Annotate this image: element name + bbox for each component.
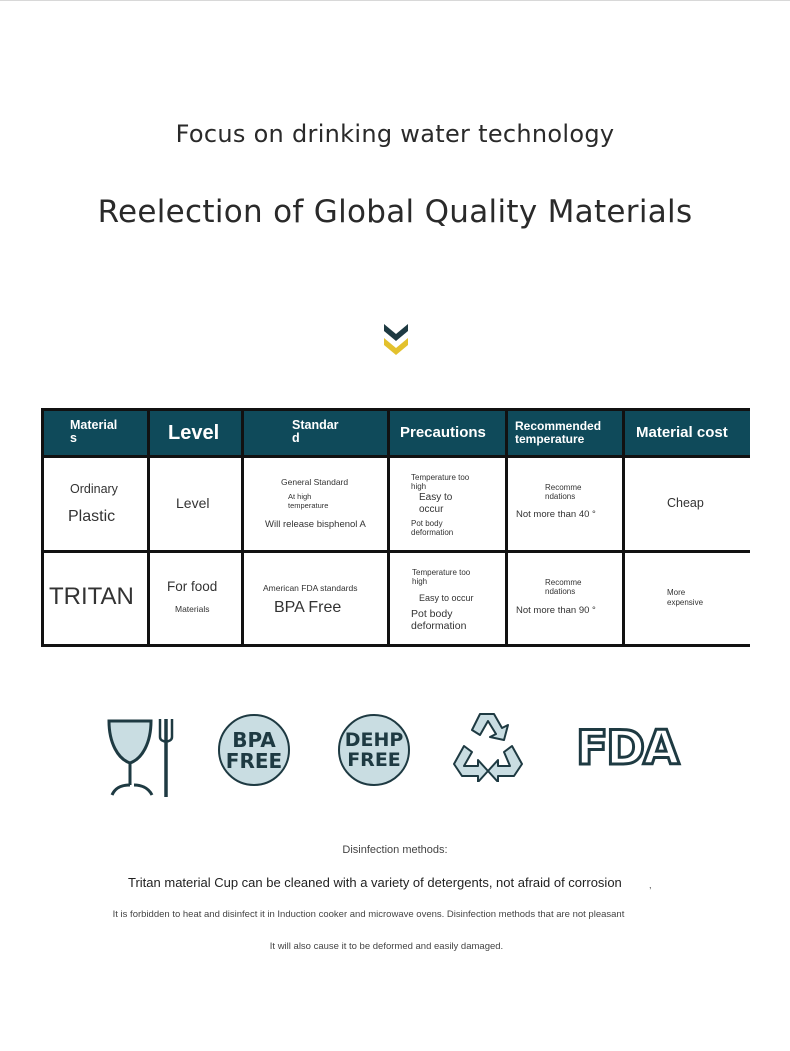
page-title: Reelection of Global Quality Materials bbox=[97, 194, 693, 230]
row-plastic-standard bbox=[244, 458, 387, 550]
materials-comparison-table bbox=[41, 408, 750, 647]
bpa-free-badge bbox=[218, 714, 290, 786]
standard-line-1: General Standard bbox=[281, 477, 349, 487]
double-chevron-down-icon bbox=[382, 322, 410, 358]
row-plastic-precautions bbox=[390, 458, 505, 550]
row-plastic-recommended bbox=[508, 458, 622, 550]
material-name: TRITAN bbox=[49, 583, 134, 610]
row-plastic-cost bbox=[625, 458, 750, 550]
cost-value: More expensive bbox=[667, 588, 704, 607]
precaution-line-2: Easy to occur bbox=[419, 492, 453, 515]
precaution-line-1: Temperature too high bbox=[412, 568, 471, 586]
cost-value: Cheap bbox=[667, 496, 704, 510]
disinfection-line-2: It is forbidden to heat and disinfect it in Induction cooker and microwave ovens. Disinfection methods that are not pleasant bbox=[112, 909, 625, 920]
row-tritan-precautions bbox=[390, 553, 505, 644]
fda-logo-text: FDA bbox=[576, 721, 678, 776]
dehp-free-top: DEHP bbox=[344, 728, 404, 751]
disinfection-line-1: Tritan material Cup can be cleaned with a variety of detergents, not afraid of corrosion bbox=[128, 875, 622, 890]
row-tritan-material bbox=[44, 553, 147, 644]
certification-icons bbox=[0, 705, 790, 795]
row-tritan-level bbox=[150, 553, 241, 644]
row-tritan-standard bbox=[244, 553, 387, 644]
standard-line-3: Will release bisphenol A bbox=[265, 519, 366, 530]
material-name: Plastic bbox=[68, 508, 116, 525]
food-grade-glass-fork-icon bbox=[104, 715, 180, 799]
header-material-cost bbox=[625, 411, 750, 455]
header-precautions-label: Precautions bbox=[400, 424, 486, 441]
row-tritan-recommended bbox=[508, 553, 622, 644]
recommend-label: Recomme ndations bbox=[545, 483, 582, 501]
row-plastic-level bbox=[150, 458, 241, 550]
recommend-temperature: Not more than 90 ° bbox=[516, 605, 596, 616]
header-level-label: Level bbox=[168, 422, 220, 444]
header-precautions bbox=[390, 411, 505, 455]
material-top-label: Ordinary bbox=[70, 482, 118, 496]
precaution-line-1: Temperature too high bbox=[411, 473, 470, 491]
row-plastic-material bbox=[44, 458, 147, 550]
level-line-1: For food bbox=[167, 579, 218, 594]
recommend-temperature: Not more than 40 ° bbox=[516, 509, 596, 520]
dehp-free-bottom: FREE bbox=[347, 748, 401, 771]
bpa-free-top: BPA bbox=[232, 727, 276, 752]
header-standard bbox=[244, 411, 387, 455]
precaution-line-3: Pot body deformation bbox=[411, 519, 454, 537]
row-tritan-cost bbox=[625, 553, 750, 644]
header-recommended-temperature bbox=[508, 411, 622, 455]
header-material-cost-label: Material cost bbox=[636, 424, 728, 441]
precaution-line-2: Easy to occur bbox=[419, 593, 474, 603]
page-subtitle: Focus on drinking water technology bbox=[175, 120, 615, 148]
header-recommended-label: Recommended temperature bbox=[515, 419, 602, 446]
header-materials-label: Material s bbox=[70, 418, 118, 445]
fda-logo bbox=[576, 721, 686, 776]
recommend-label: Recomme ndations bbox=[545, 578, 582, 596]
level-line-2: Materials bbox=[175, 604, 210, 614]
disinfection-title: Disinfection methods: bbox=[342, 844, 448, 856]
standard-line-1: American FDA standards bbox=[263, 583, 358, 593]
header-materials bbox=[44, 411, 147, 455]
recycle-icon bbox=[450, 708, 526, 782]
dehp-free-badge bbox=[338, 714, 410, 786]
level-value: Level bbox=[176, 495, 210, 511]
disinfection-line-3: It will also cause it to be deformed and easily damaged. bbox=[269, 941, 504, 952]
header-standard-label: Standar d bbox=[292, 418, 339, 445]
bpa-free-bottom: FREE bbox=[225, 748, 283, 773]
standard-line-2: At high temperature bbox=[288, 492, 329, 510]
top-divider bbox=[0, 0, 790, 1]
header-level bbox=[150, 411, 241, 455]
disinfection-mark: , bbox=[649, 880, 652, 890]
precaution-line-3: Pot body deformation bbox=[411, 608, 467, 632]
standard-line-2: BPA Free bbox=[274, 599, 342, 616]
